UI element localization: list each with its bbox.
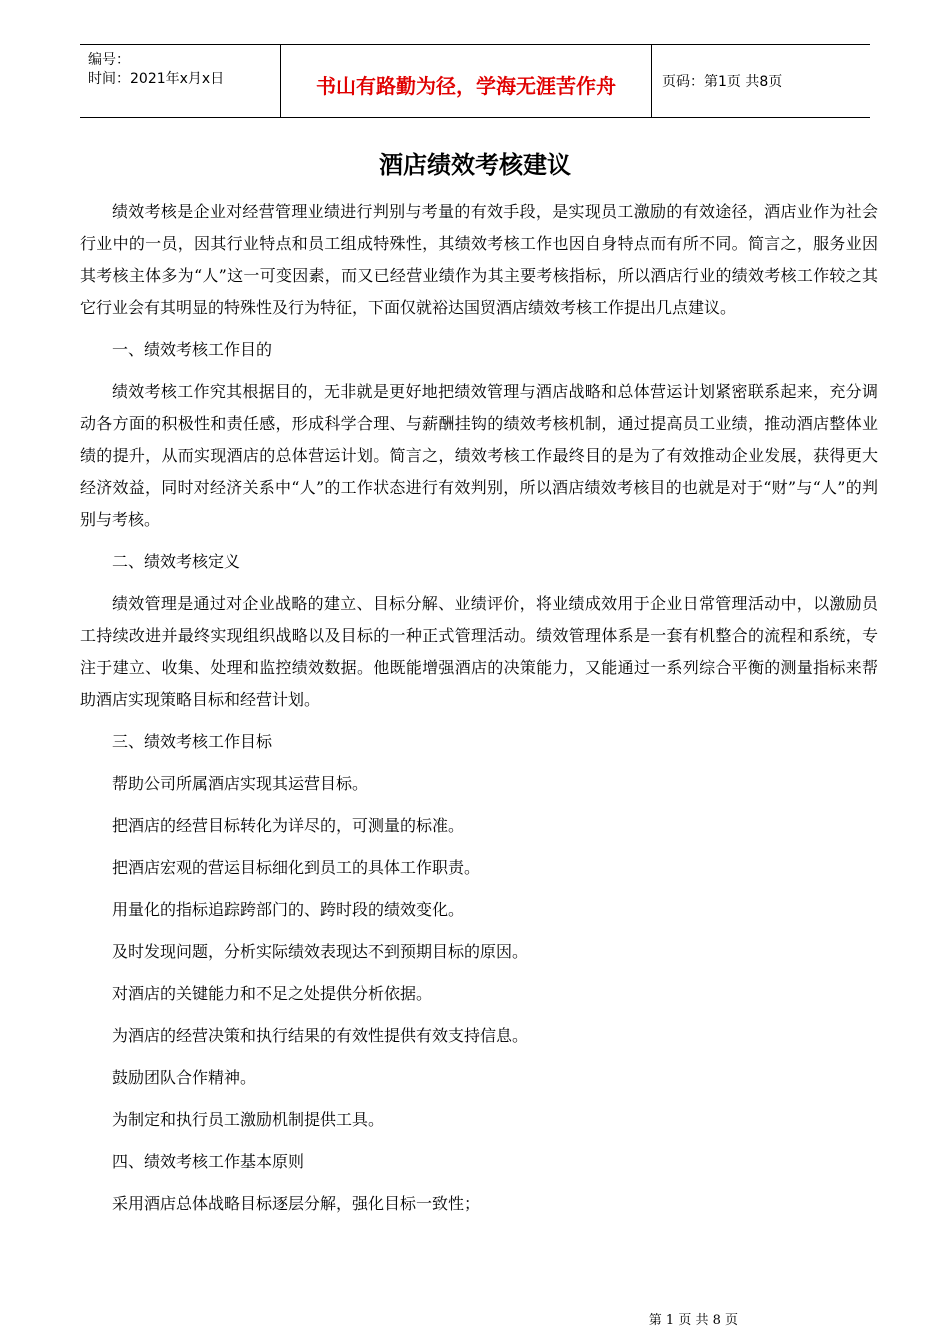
section-heading-definition: 二、绩效考核定义 [112, 552, 241, 571]
header-meta-cell [80, 45, 281, 117]
header-motto: 书山有路勤为径，学海无涯苦作舟 [316, 74, 616, 98]
definition-paragraph: 绩效管理是通过对企业战略的建立、目标分解、业绩评价，将业绩成效用于企业日常管理活动中，以激励员工持续改进并最终实现组织战略以及目标的一种正式管理活动。绩效管理体系是一套有机整合的流程和系统，专注于建立、收集、处理和监控绩效数据。他既能增强酒店的决策能力，又能通过一系列综合平衡的测量指标来帮助酒店实现策略目标和经营计划。 [80, 594, 878, 709]
section-heading-principles: 四、绩效考核工作基本原则 [112, 1152, 305, 1171]
header-page-info: 页码：第1页 共8页 [662, 74, 783, 90]
document-number-label: 编号： [88, 52, 130, 68]
goal-item: 为酒店的经营决策和执行结果的有效性提供有效支持信息。 [112, 1026, 529, 1045]
goal-item: 鼓励团队合作精神。 [112, 1068, 257, 1087]
header-page-cell [652, 45, 870, 117]
section-heading-purpose: 一、绩效考核工作目的 [112, 340, 273, 359]
document-time-label: 时间：2021年x月x日 [88, 71, 225, 87]
section-heading-goals: 三、绩效考核工作目标 [112, 732, 273, 751]
goal-item: 为制定和执行员工激励机制提供工具。 [112, 1110, 385, 1129]
goal-item: 及时发现问题，分析实际绩效表现达不到预期目标的原因。 [112, 942, 529, 961]
goal-item: 帮助公司所属酒店实现其运营目标。 [112, 774, 369, 793]
page-header [80, 44, 870, 118]
goal-item: 对酒店的关键能力和不足之处提供分析依据。 [112, 984, 433, 1003]
intro-paragraph: 绩效考核是企业对经营管理业绩进行判别与考量的有效手段，是实现员工激励的有效途径，酒店业作为社会行业中的一员，因其行业特点和员工组成特殊性，其绩效考核工作也因自身特点而有所不同。简言之，服务业因其考核主体多为“人”这一可变因素，而又已经营业绩作为其主要考核指标，所以酒店行业的绩效考核工作较之其它行业会有其明显的特殊性及行为特征，下面仅就裕达国贸酒店绩效考核工作提出几点建议。 [80, 202, 878, 317]
document-body [80, 196, 878, 1230]
goal-item: 把酒店的经营目标转化为详尽的，可测量的标准。 [112, 816, 465, 835]
principle-item: 采用酒店总体战略目标逐层分解，强化目标一致性； [112, 1194, 481, 1213]
document-title: 酒店绩效考核建议 [379, 151, 571, 179]
goal-item: 用量化的指标追踪跨部门的、跨时段的绩效变化。 [112, 900, 465, 919]
purpose-paragraph: 绩效考核工作究其根据目的，无非就是更好地把绩效管理与酒店战略和总体营运计划紧密联系起来，充分调动各方面的积极性和责任感，形成科学合理、与薪酬挂钩的绩效考核机制，通过提高员工业绩，推动酒店整体业绩的提升，从而实现酒店的总体营运计划。简言之，绩效考核工作最终目的是为了有效推动企业发展，获得更大经济效益，同时对经济关系中“人”的工作状态进行有效判别，所以酒店绩效考核目的也就是对于“财”与“人”的判别与考核。 [80, 382, 878, 529]
goal-item: 把酒店宏观的营运目标细化到员工的具体工作职责。 [112, 858, 481, 877]
header-motto-cell [281, 45, 652, 117]
page-footer: 第 1 页 共 8 页 [648, 1313, 738, 1328]
